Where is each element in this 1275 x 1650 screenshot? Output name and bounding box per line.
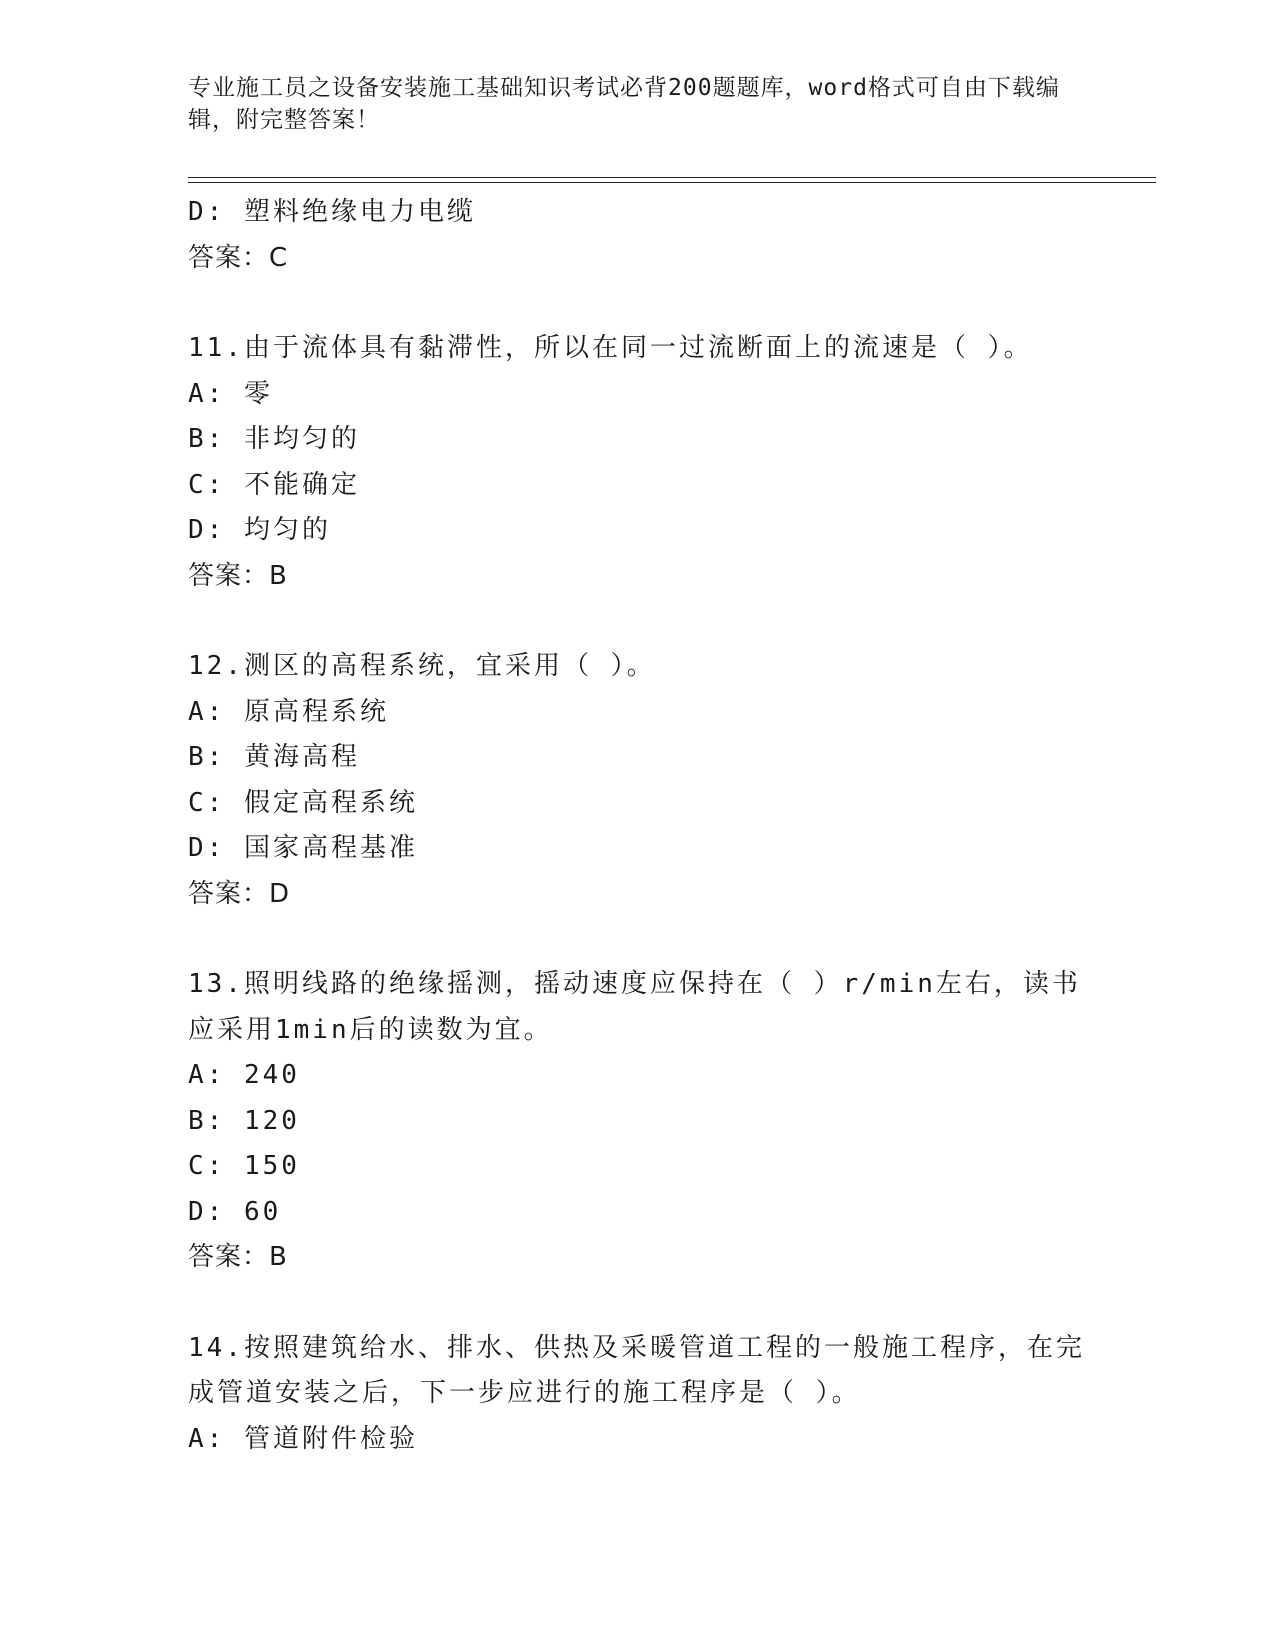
option-a: A: 零 <box>188 378 273 409</box>
question-13 <box>188 962 1088 1281</box>
option-d: D: 均匀的 <box>188 515 331 545</box>
option-b: B: 非均匀的 <box>188 424 360 454</box>
question-text: 14.按照建筑给水、排水、供热及采暖管道工程的一般施工程序，在完成管道安装之后，下一步应进行的施工程序是（ ）。 <box>188 1332 1085 1408</box>
question-11 <box>188 326 1088 599</box>
question-list <box>188 190 1088 1462</box>
document-header: 专业施工员之设备安装施工基础知识考试必背200题题库，word格式可自由下载编辑，附完整答案！ <box>188 75 1060 133</box>
option-a: A: 管道附件检验 <box>188 1423 418 1454</box>
option-b: B: 黄海高程 <box>188 742 360 772</box>
option-b: B: 120 <box>188 1105 300 1136</box>
option-d: D: 国家高程基准 <box>188 833 418 863</box>
answer-line: 答案：C <box>188 242 289 273</box>
option-c: C: 150 <box>188 1151 300 1181</box>
option-a: A: 240 <box>188 1060 300 1090</box>
option-a: A: 原高程系统 <box>188 696 389 727</box>
question-14 <box>188 1326 1088 1463</box>
answer-line: 答案：B <box>188 1242 288 1272</box>
option-d: D: 塑料绝缘电力电缆 <box>188 197 476 227</box>
answer-line: 答案：D <box>188 878 291 909</box>
header-rule-top <box>188 177 1156 178</box>
question-text: 11.由于流体具有黏滞性，所以在同一过流断面上的流速是（ ）。 <box>188 333 1033 363</box>
question-10-tail <box>188 190 1088 281</box>
answer-line: 答案：B <box>188 560 288 591</box>
question-text: 13.照明线路的绝缘摇测，摇动速度应保持在（ ）r/min左右，读书应采用1min后的读数为宜。 <box>188 969 1081 1045</box>
question-text: 12.测区的高程系统，宜采用（ ）。 <box>188 651 656 681</box>
option-c: C: 不能确定 <box>188 469 360 500</box>
header-rule-bottom <box>188 182 1156 183</box>
option-c: C: 假定高程系统 <box>188 787 418 818</box>
option-d: D: 60 <box>188 1196 282 1227</box>
question-12 <box>188 644 1088 917</box>
